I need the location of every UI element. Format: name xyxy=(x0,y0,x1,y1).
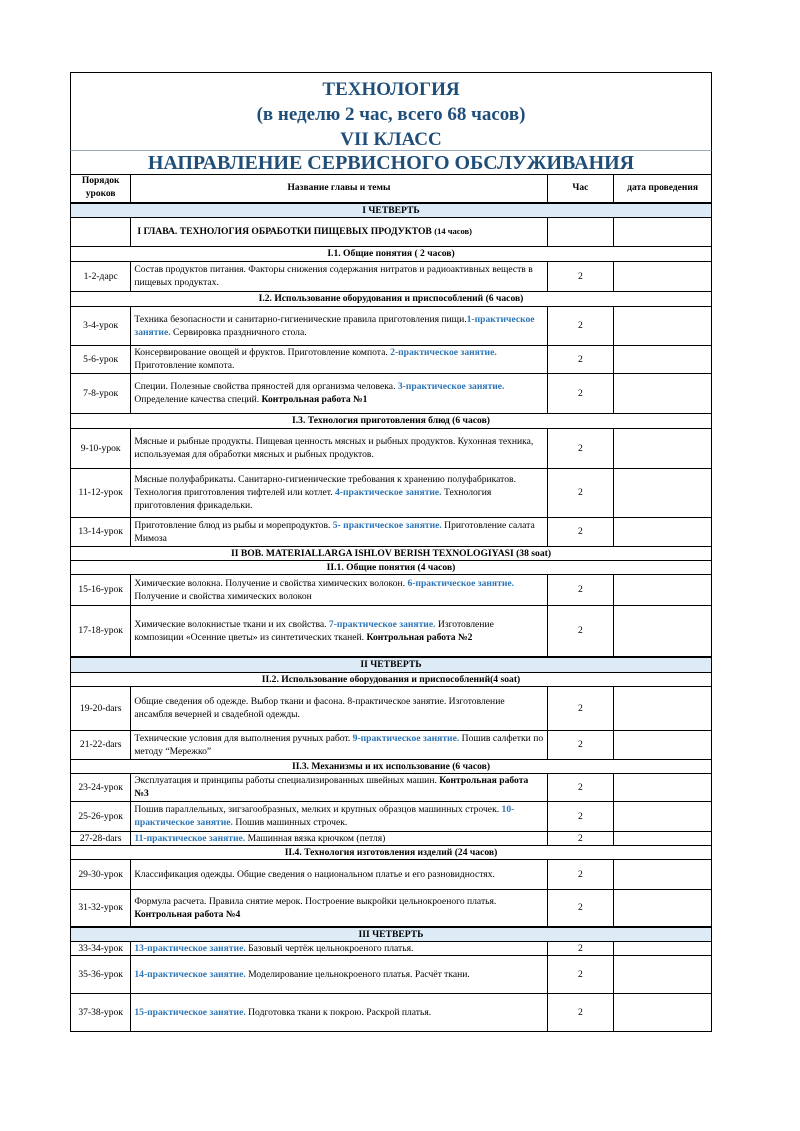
lesson-row xyxy=(71,859,712,889)
lesson-hours: 2 xyxy=(547,261,614,291)
lesson-date xyxy=(614,605,712,657)
topic-text-continued: Получение и свойства химических волокон xyxy=(134,590,312,602)
title-block xyxy=(70,72,712,150)
lesson-number: 3-4-урок xyxy=(71,306,131,345)
quarter-row xyxy=(71,657,712,672)
lesson-date xyxy=(614,345,712,373)
chapter-date-cell xyxy=(614,217,712,246)
section-title: II.4. Технология изготовления изделий (24 часов) xyxy=(71,845,712,859)
lesson-hours: 2 xyxy=(547,994,614,1032)
lesson-hours: 2 xyxy=(547,801,614,831)
lesson-row xyxy=(71,956,712,994)
practical-lesson-label: 14-практическое занятие. xyxy=(134,969,246,980)
lesson-row xyxy=(71,686,712,730)
lesson-row xyxy=(71,801,712,831)
header-date: дата проведения xyxy=(614,175,712,203)
lesson-hours: 2 xyxy=(547,373,614,413)
lesson-row xyxy=(71,889,712,927)
practical-lesson-label: 9-практическое занятие. xyxy=(352,732,460,744)
header-topic: Название главы и темы xyxy=(131,175,547,203)
header-hours: Час xyxy=(547,175,614,203)
lesson-number: 29-30-урок xyxy=(71,859,131,889)
lesson-table xyxy=(70,174,712,1032)
lesson-hours: 2 xyxy=(547,942,614,956)
lesson-date xyxy=(614,261,712,291)
lesson-plan-sheet xyxy=(70,72,712,1032)
lesson-number: 17-18-урок xyxy=(71,605,131,657)
section-title: II.2. Использование оборудования и приспособлений(4 soat) xyxy=(71,672,712,686)
lesson-row xyxy=(71,773,712,801)
chapter-row xyxy=(71,217,712,246)
lesson-topic xyxy=(131,994,547,1032)
section-title: I.2. Использование оборудования и приспособлений (6 часов) xyxy=(71,291,712,306)
quarter-title: II ЧЕТВЕРТЬ xyxy=(71,657,712,672)
title-subject: ТЕХНОЛОГИЯ xyxy=(322,79,460,100)
topic-text: Состав продуктов питания. Факторы снижения содержания нитратов и радиоактивных веществ в пищевых продуктах. xyxy=(134,264,533,288)
lesson-topic xyxy=(131,345,547,373)
lesson-number: 15-16-урок xyxy=(71,574,131,605)
topic-text: Химические волокнистые ткани и их свойства. xyxy=(134,618,329,630)
practical-lesson-label: 10-практическое занятие. xyxy=(134,804,515,828)
lesson-topic xyxy=(131,942,547,956)
lesson-number: 7-8-урок xyxy=(71,373,131,413)
lesson-topic xyxy=(131,306,547,345)
lesson-date xyxy=(614,373,712,413)
lesson-number: 5-6-урок xyxy=(71,345,131,373)
lesson-hours: 2 xyxy=(547,773,614,801)
topic-text-continued: Изготовление композиции «Осенние цветы» из синтетических тканей. xyxy=(134,618,494,643)
title-hours: (в неделю 2 час, всего 68 часов) xyxy=(256,104,526,125)
topic-text: Общие сведения об одежде. Выбор ткани и фасона. 8-практическое занятие. Изготовление ансамбля вечерней и свадебной одежды. xyxy=(134,696,505,720)
lesson-date xyxy=(614,517,712,546)
practical-lesson-label: 1-практическое занятие. xyxy=(134,313,535,338)
topic-text-continued: Приготовление компота. xyxy=(134,360,235,371)
lesson-row xyxy=(71,831,712,845)
topic-text: Классификация одежды. Общие сведения о национальном платье и его разновидностях. xyxy=(134,868,495,880)
lesson-number: 23-24-урок xyxy=(71,773,131,801)
lesson-date xyxy=(614,773,712,801)
lesson-date xyxy=(614,859,712,889)
topic-text-continued: Подготовка ткани к покрою. Раскрой платья. xyxy=(245,1007,432,1018)
topic-text-continued: Моделирование цельнокроеного платья. Расчёт ткани. xyxy=(245,969,470,980)
lesson-hours: 2 xyxy=(547,428,614,468)
topic-text-continued: Базовый чертёж цельнокроеного платья. xyxy=(245,943,414,954)
lesson-date xyxy=(614,468,712,517)
lesson-topic xyxy=(131,859,547,889)
lesson-date xyxy=(614,942,712,956)
practical-lesson-label: 4-практическое занятие. xyxy=(335,487,442,498)
practical-lesson-label: 13-практическое занятие. xyxy=(134,943,246,954)
lesson-topic xyxy=(131,773,547,801)
lesson-row xyxy=(71,306,712,345)
lesson-topic xyxy=(131,686,547,730)
lesson-date xyxy=(614,956,712,994)
topic-text: Мясные полуфабрикаты. Санитарно-гигиенические требования к хранению полуфабрикатов. Технология приготовления тифтелей или котлет. xyxy=(134,474,516,498)
section-title: II.3. Механизмы и их использование (6 часов) xyxy=(71,759,712,773)
section-title: II.1. Общие понятия (4 часов) xyxy=(71,560,712,574)
section-row xyxy=(71,759,712,773)
practical-lesson-label: 5- практическое занятие. xyxy=(332,519,442,531)
chapter-empty-cell xyxy=(71,217,131,246)
lesson-row xyxy=(71,942,712,956)
lesson-row xyxy=(71,605,712,657)
topic-text: Технические условия для выполнения ручных работ. xyxy=(134,732,353,744)
lesson-topic xyxy=(131,956,547,994)
lesson-hours: 2 xyxy=(547,730,614,759)
lesson-topic xyxy=(131,428,547,468)
practical-lesson-label: 11-практическое занятие. xyxy=(134,832,246,844)
lesson-topic xyxy=(131,889,547,927)
lesson-number: 13-14-урок xyxy=(71,517,131,546)
control-work-label: Контрольная работа №3 xyxy=(134,775,529,799)
topic-text-continued: Приготовление салата Мимоза xyxy=(134,519,535,544)
quarter-row xyxy=(71,927,712,942)
lesson-row xyxy=(71,428,712,468)
chapter-name: I ГЛАВА. ТЕХНОЛОГИЯ ОБРАБОТКИ ПИЩЕВЫХ ПРОДУКТОВ xyxy=(137,226,435,237)
section-title: I.3. Технология приготовления блюд (6 часов) xyxy=(71,413,712,428)
topic-text-continued: Машинная вязка крючком (петля) xyxy=(245,832,386,844)
topic-text: Мясные и рыбные продукты. Пищевая ценность мясных и рыбных продуктов. Кухонная техника, используемая для обработки мясных и рыбных продуктов. xyxy=(134,436,534,460)
lesson-row xyxy=(71,345,712,373)
lesson-hours: 2 xyxy=(547,831,614,845)
lesson-number: 35-36-урок xyxy=(71,956,131,994)
lesson-hours: 2 xyxy=(547,605,614,657)
lesson-date xyxy=(614,574,712,605)
topic-text-continued: Технология приготовления фрикадельки. xyxy=(134,487,492,511)
lesson-date xyxy=(614,801,712,831)
lesson-hours: 2 xyxy=(547,468,614,517)
lesson-date xyxy=(614,994,712,1032)
lesson-topic xyxy=(131,373,547,413)
header-order: Порядок уроков xyxy=(71,175,131,203)
lesson-hours: 2 xyxy=(547,517,614,546)
topic-text-continued: Сервировка праздничного стола. xyxy=(170,326,307,338)
practical-lesson-label: 7-практическое занятие. xyxy=(328,618,436,630)
lesson-topic xyxy=(131,574,547,605)
direction-title: НАПРАВЛЕНИЕ СЕРВИСНОГО ОБСЛУЖИВАНИЯ xyxy=(70,150,712,174)
lesson-number: 25-26-урок xyxy=(71,801,131,831)
lesson-date xyxy=(614,730,712,759)
section-title: I.1. Общие понятия ( 2 часов) xyxy=(71,246,712,261)
title-grade: VII КЛАСС xyxy=(340,129,442,150)
topic-text: Специи. Полезные свойства пряностей для организма человека. xyxy=(134,381,398,392)
lesson-row xyxy=(71,994,712,1032)
lesson-hours: 2 xyxy=(547,889,614,927)
lesson-number: 19-20-dars xyxy=(71,686,131,730)
section-title: II BOB. MATERIALLARGA ISHLOV BERISH TEXNOLOGIYASI (38 soat) xyxy=(71,546,712,560)
lesson-hours: 2 xyxy=(547,859,614,889)
control-work-label: Контрольная работа №2 xyxy=(366,631,473,643)
lesson-row xyxy=(71,730,712,759)
section-row xyxy=(71,413,712,428)
lesson-number: 27-28-dars xyxy=(71,831,131,845)
lesson-hours: 2 xyxy=(547,345,614,373)
lesson-topic xyxy=(131,730,547,759)
lesson-topic xyxy=(131,605,547,657)
lesson-row xyxy=(71,261,712,291)
lesson-topic xyxy=(131,831,547,845)
lesson-row xyxy=(71,517,712,546)
topic-text: Формула расчета. Правила снятие мерок. Построение выкройки цельнокроеного платья. xyxy=(134,895,497,907)
quarter-title: I ЧЕТВЕРТЬ xyxy=(71,203,712,218)
lesson-number: 37-38-урок xyxy=(71,994,131,1032)
table-header-row xyxy=(71,175,712,203)
topic-text: Эксплуатация и принципы работы специализированных швейных машин. xyxy=(134,775,440,786)
section-row xyxy=(71,291,712,306)
lesson-date xyxy=(614,889,712,927)
practical-lesson-label: 3-практическое занятие. xyxy=(397,381,505,392)
topic-text-continued: Определение качества специй. xyxy=(134,394,262,405)
lesson-date xyxy=(614,831,712,845)
lesson-date xyxy=(614,428,712,468)
control-work-label: Контрольная работа №4 xyxy=(134,908,241,920)
topic-text: Техника безопасности и санитарно-гигиенические правила приготовления пищи. xyxy=(134,313,467,325)
lesson-hours: 2 xyxy=(547,686,614,730)
quarter-row xyxy=(71,203,712,218)
practical-lesson-label: 2-практическое занятие. xyxy=(390,347,497,358)
lesson-topic xyxy=(131,468,547,517)
chapter-hours-cell xyxy=(547,217,614,246)
practical-lesson-label: 6-практическое занятие. xyxy=(407,577,515,589)
lesson-row xyxy=(71,373,712,413)
section-row xyxy=(71,546,712,560)
lesson-topic xyxy=(131,801,547,831)
quarter-title: III ЧЕТВЕРТЬ xyxy=(71,927,712,942)
lesson-number: 21-22-dars xyxy=(71,730,131,759)
lesson-number: 11-12-урок xyxy=(71,468,131,517)
topic-text-continued: Пошив машинных строчек. xyxy=(232,817,348,828)
topic-text: Приготовление блюд из рыбы и морепродуктов. xyxy=(134,519,333,531)
lesson-date xyxy=(614,686,712,730)
lesson-hours: 2 xyxy=(547,306,614,345)
topic-text: Химические волокна. Получение и свойства химических волокон. xyxy=(134,577,408,589)
lesson-hours: 2 xyxy=(547,956,614,994)
lesson-number: 33-34-урок xyxy=(71,942,131,956)
lesson-row xyxy=(71,574,712,605)
lesson-number: 9-10-урок xyxy=(71,428,131,468)
chapter-hours-note: (14 часов) xyxy=(434,226,472,236)
topic-text: Консервирование овощей и фруктов. Приготовление компота. xyxy=(134,347,391,358)
lesson-number: 1-2-дарс xyxy=(71,261,131,291)
lesson-topic xyxy=(131,261,547,291)
section-row xyxy=(71,560,712,574)
lesson-row xyxy=(71,468,712,517)
chapter-title xyxy=(131,217,547,246)
practical-lesson-label: 15-практическое занятие. xyxy=(134,1007,246,1018)
section-row xyxy=(71,246,712,261)
section-row xyxy=(71,672,712,686)
lesson-number: 31-32-урок xyxy=(71,889,131,927)
topic-text: Пошив параллельных, зигзагообразных, мелких и крупных образцов машинных строчек. xyxy=(134,804,502,815)
control-work-label: Контрольная работа №1 xyxy=(261,394,368,405)
lesson-topic xyxy=(131,517,547,546)
topic-text-continued: Пошив салфетки по методу “Мережко” xyxy=(134,732,544,757)
lesson-hours: 2 xyxy=(547,574,614,605)
lesson-date xyxy=(614,306,712,345)
section-row xyxy=(71,845,712,859)
